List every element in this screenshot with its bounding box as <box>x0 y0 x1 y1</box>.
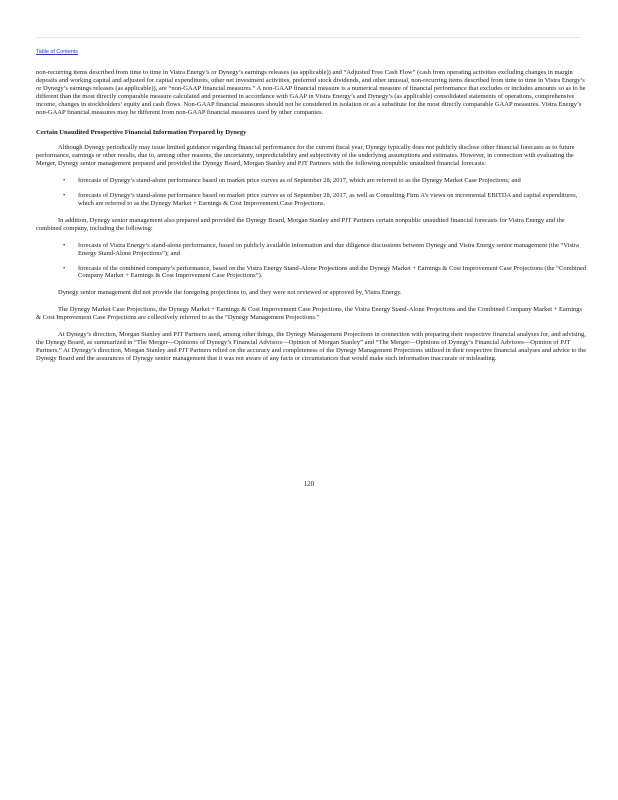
bullet-list-1 <box>36 177 588 208</box>
bullet-list-2 <box>36 242 588 281</box>
document-body <box>36 69 588 372</box>
bullet-icon: • <box>63 177 66 185</box>
paragraph-3: Dynegy senior management did not provide the foregoing projections to, and they were not reviewed or approved by, Vistra Energy. <box>58 289 402 297</box>
bullet-icon: • <box>63 192 66 200</box>
list-item-text: forecasts of Vistra Energy’s stand-alone performance, based on publicly available information and due diligence discussions between Dynegy and Vistra Energy senior management (the “Vistra Energy Stand-Alone Projections”); and <box>78 241 579 257</box>
list-item-text: forecasts of the combined company’s performance, based on the Vistra Energy Stand-Alone Projections and the Dynegy Market + Earnings & Cost Improvement Case Projections (the “Combined Company Market + Earnings & Cost Improvement Case Projections”). <box>78 264 587 280</box>
list-item-text: forecasts of Dynegy’s stand-alone performance based on market price curves as of September 28, 2017, as well as Consulting Firm A’s views on incremental EBITDA and capital expenditures, which are referred to as the Dynegy Market + Earnings & Cost Improvement Case Projections. <box>78 192 578 207</box>
paragraph-2: In addition, Dynegy senior management also prepared and provided the Dynegy Board, Morgan Stanley and PJT Partners certain nonpublic unaudited financial forecasts for Vistra Energy and the combined company, including the following: <box>36 216 565 232</box>
bullet-icon: • <box>63 264 66 272</box>
section-heading: Certain Unaudited Prospective Financial Information Prepared by Dynegy <box>36 129 247 137</box>
intro-paragraph: non-recurring items described from time to time in Vistra Energy’s or Dynegy’s earnings releases (as applicable)) and “Adjusted Free Cash Flow” (cash from operating activities excluding changes in margin deposits and working capital and adjusted for capital expenditures, other net investment activities, preferred stock dividends, and other unusual, non-recurring items described from time to time in Vistra Energy’s or Dynegy’s earnings releases (as applicable)), are “non-GAAP financial measures.” A non-GAAP financial measure is a numerical measure of financial performance that excludes or includes amounts so as to be different than the most directly comparable measure calculated and presented in accordance with GAAP in Vistra Energy’s and Dynegy’s (as applicable) consolidated statements of operations, comprehensive income, changes in stockholders’ equity and cash flows. Non-GAAP financial measures should not be considered in isolation or as a substitute for the most directly comparable GAAP measures. Vistra Energy’s non-GAAP financial measures may be different from non-GAAP financial measures used by other companies. <box>36 69 586 116</box>
list-item <box>36 192 588 208</box>
table-of-contents-link[interactable]: Table of Contents <box>36 49 78 55</box>
list-item <box>36 242 588 258</box>
list-item <box>36 265 588 281</box>
paragraph-1: Although Dynegy periodically may issue limited guidance regarding financial performance for the current fiscal year, Dynegy typically does not publicly disclose other financial forecasts as to future performance, earnings or other results, due to, among other reasons, the uncertainty, unpredictability and subjectivity of the underlying assumptions and estimates. However, in connection with evaluating the Merger, Dynegy senior management prepared and provided the Dynegy Board, Morgan Stanley and PJT Partners with the following nonpublic unaudited financial forecasts: <box>36 144 575 168</box>
bullet-icon: • <box>63 241 66 249</box>
page-number: 120 <box>303 481 315 488</box>
list-item <box>36 177 588 185</box>
list-item-text: forecasts of Dynegy’s stand-alone performance based on market price curves as of September 28, 2017, which are referred to as the Dynegy Market Case Projections; and <box>78 177 521 185</box>
paragraph-4: The Dynegy Market Case Projections, the Dynegy Market + Earnings & Cost Improvement Case Projections, the Vistra Energy Stand-Alone Projections and the Combined Company Market + Earnings & Cost Improvement Case Projections are collectively referred to as the “Dynegy Management Projections.” <box>36 306 583 322</box>
paragraph-5: At Dynegy’s direction, Morgan Stanley and PJT Partners used, among other things, the Dynegy Management Projections in connection with preparing their respective financial analyses for, and advising, the Dynegy Board, as summarized in “The Merger—Opinions of Dynegy’s Financial Advisors—Opinion of Morgan Stanley” and “The Merger—Opinions of Dynegy’s Financial Advisors—Opinion of PJT Partners.” At Dynegy’s direction, Morgan Stanley and PJT Partners relied on the accuracy and completeness of the Dynegy Management Projections utilized in their respective financial analyses and advice to the Dynegy Board and the assurances of Dynegy senior management that it was not aware of any facts or circumstances that would make such information inaccurate or misleading. <box>36 331 587 362</box>
top-divider <box>36 37 581 38</box>
